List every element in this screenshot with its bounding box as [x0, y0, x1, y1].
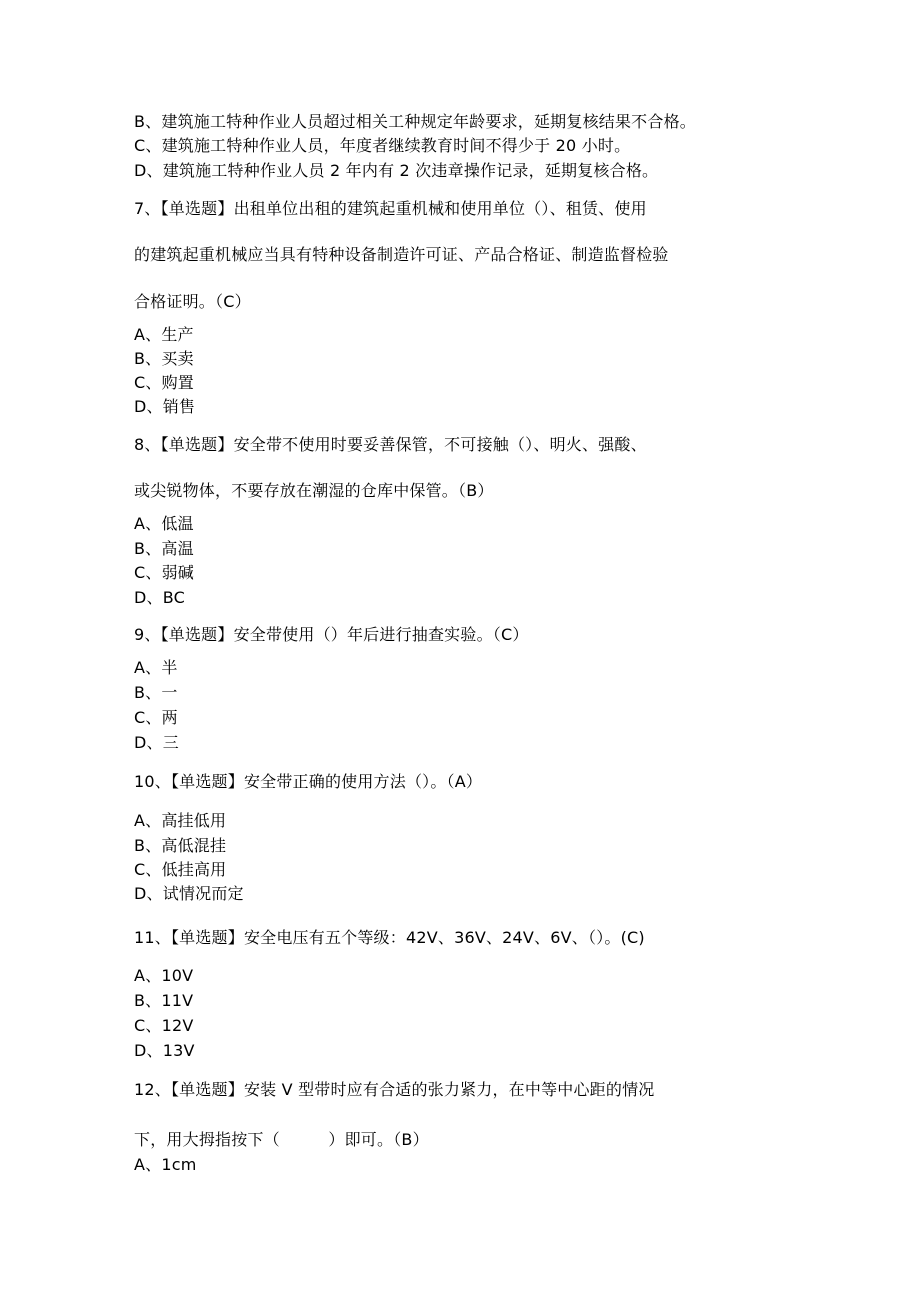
q8-option-d: D、BC [134, 588, 185, 607]
q10-option-a: A、高挂低用 [134, 811, 227, 830]
q9-option-a: A、半 [134, 658, 178, 677]
q10-option-b: B、高低混挂 [134, 836, 227, 855]
prev-option-d: D、建筑施工特种作业人员 2 年内有 2 次违章操作记录，延期复核合格。 [134, 161, 659, 180]
q10-option-c: C、低挂高用 [134, 860, 227, 879]
q8-stem-line-1: 8、【单选题】安全带不使用时要妥善保管，不可接触（）、明火、强酸、 [134, 435, 647, 454]
q7-stem-line-3: 合格证明。（C） [134, 292, 251, 311]
q12-option-a: A、1cm [134, 1155, 197, 1174]
q7-option-d: D、销售 [134, 397, 196, 416]
q10-option-d: D、试情况而定 [134, 884, 244, 903]
q7-option-b: B、买卖 [134, 349, 194, 368]
q8-option-a: A、低温 [134, 514, 194, 533]
q7-stem-line-1: 7、【单选题】出租单位出租的建筑起重机械和使用单位（）、租赁、使用 [134, 199, 647, 218]
q9-option-d: D、三 [134, 733, 179, 752]
q10-stem-line-1: 10、【单选题】安全带正确的使用方法（）。（A） [134, 772, 483, 791]
q9-option-b: B、一 [134, 683, 178, 702]
q8-stem-line-2: 或尖锐物体，不要存放在潮湿的仓库中保管。（B） [134, 481, 494, 500]
q11-option-b: B、11V [134, 991, 194, 1010]
q7-option-a: A、生产 [134, 325, 194, 344]
q8-option-b: B、高温 [134, 539, 194, 558]
q7-option-c: C、购置 [134, 373, 194, 392]
q11-stem-line-1: 11、【单选题】安全电压有五个等级：42V、36V、24V、6V、（）。(C) [134, 928, 645, 947]
q8-option-c: C、弱碱 [134, 563, 194, 582]
prev-option-c: C、建筑施工特种作业人员，年度者继续教育时间不得少于 20 小时。 [134, 136, 631, 155]
q7-stem-line-2: 的建筑起重机械应当具有特种设备制造许可证、产品合格证、制造监督检验 [134, 245, 669, 264]
q9-stem-line-1: 9、【单选题】安全带使用（）年后进行抽查实验。（C） [134, 625, 529, 644]
q12-stem-line-1: 12、【单选题】安装 V 型带时应有合适的张力紧力，在中等中心距的情况 [134, 1080, 655, 1099]
q11-option-a: A、10V [134, 966, 194, 985]
prev-option-b: B、建筑施工特种作业人员超过相关工种规定年龄要求，延期复核结果不合格。 [134, 112, 696, 131]
q9-option-c: C、两 [134, 708, 178, 727]
q11-option-c: C、12V [134, 1016, 194, 1035]
q12-stem-line-2: 下，用大拇指按下（ ）即可。（B） [134, 1130, 429, 1149]
q11-option-d: D、13V [134, 1041, 195, 1060]
